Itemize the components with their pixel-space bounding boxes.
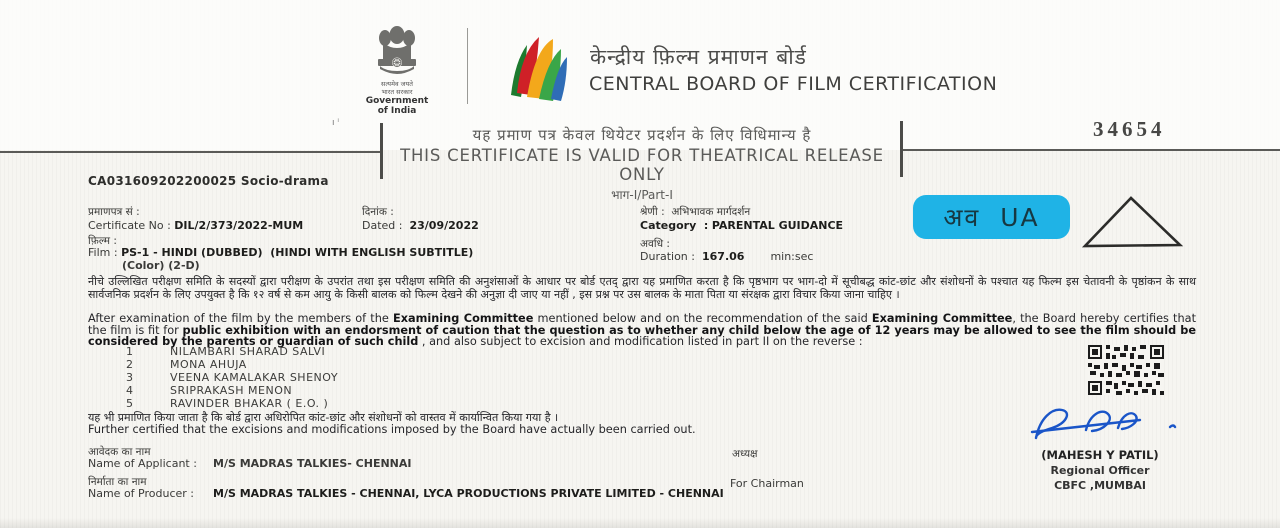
para-en-part1: After examination of the film by the members of the (88, 312, 393, 325)
producer-value: M/S MADRAS TALKIES - CHENNAI, LYCA PRODUCTIONS PRIVATE LIMITED - CHENNAI (213, 487, 724, 500)
para-en-part3: , the Board hereby certifies that the film is fit for (88, 312, 1196, 337)
para-en-bold1: Examining Committee (392, 312, 534, 325)
rating-text-hindi: अव (943, 203, 981, 232)
applicant-value: M/S MADRAS TALKIES- CHENNAI (213, 457, 412, 470)
duration-row (640, 250, 813, 263)
dated-value: 23/09/2022 (409, 219, 479, 232)
org-name-english: CENTRAL BOARD OF FILM CERTIFICATION (589, 73, 998, 95)
signature-ink (1022, 400, 1192, 448)
emblem-of-india (363, 25, 431, 116)
banner-rule-left (0, 151, 381, 153)
member-no: 2 (126, 358, 134, 371)
film-title-line1: PS-1 - HINDI (DUBBED) (HINDI WITH ENGLISH SUBTITLE) (121, 246, 474, 259)
producer-label: Name of Producer : (88, 487, 194, 500)
duration-unit: min:sec (770, 250, 814, 263)
certification-paragraph-english (88, 313, 1196, 348)
part-label: भाग-I/Part-I (611, 188, 673, 202)
officer-name: (MAHESH Y PATIL) (1041, 448, 1159, 462)
org-name-hindi: केन्द्रीय फ़िल्म प्रमाणन बोर्ड (590, 45, 807, 69)
applicant-label: Name of Applicant : (88, 457, 197, 470)
film-row (88, 246, 473, 259)
member-no: 1 (126, 345, 134, 358)
para-en-bold2: Examining Committee (871, 312, 1013, 325)
category-row (640, 219, 843, 232)
category-row-hindi (640, 205, 750, 219)
film-title-line2: (Color) (2-D) (122, 259, 200, 272)
duration-label-hindi: अवधि : (640, 238, 670, 250)
member-no: 4 (126, 384, 134, 397)
certification-paragraph-hindi: नीचे उल्लिखित परीक्षण समिति के सदस्यों द्वारा परीक्षण के उपरांत तथा इस परीक्षण समिति की अनुशंसाओं के आधार पर बोर्ड एतद् द्वारा यह प्रमाणित करता है कि पृष्ठभाग पर भाग-दो में सूचीबद्ध कांट-छांट और संशोधनों के पश्चात यह फिल्म इस चेतावनी के पृष्ठांकन के साथ सार्वजनिक प्रदर्शन के लिए उपयुक्त है कि १२ वर्ष से कम आयु के किसी बालक को फिल्म देखने की अनुज्ञा दी जाए या नहीं , इस प्रश्न पर उस बालक के माता पिता या संरक्षक द्वारा विचार किया जाना चाहिए । (88, 275, 1196, 301)
officer-title: Regional Officer (1050, 464, 1150, 477)
para-en-part4: , and also subject to excision and modification listed in part II on the reverse : (418, 335, 863, 349)
validity-banner (388, 125, 896, 203)
category-value: PARENTAL GUIDANCE (711, 219, 844, 232)
member-no: 5 (126, 397, 134, 410)
member-name: RAVINDER BHAKAR ( E.O. ) (170, 397, 329, 410)
certificate-id: CA031609202200025 Socio-drama (88, 174, 329, 188)
member-name: NILAMBARI SHARAD SALVI (170, 345, 326, 358)
member-name: MONA AHUJA (170, 358, 247, 371)
para-en-part2: mentioned below and on the recommendation of the said (533, 312, 872, 325)
film-label-hindi: फ़िल्म : (88, 235, 117, 247)
triangle-mark-icon (1078, 191, 1186, 251)
government-of-india-label: Government of India (365, 96, 429, 116)
officer-org: CBFC ,MUMBAI (1054, 479, 1146, 492)
category-label-hindi: श्रेणी : (640, 206, 665, 218)
chairman-label-hindi: अध्यक्ष (732, 448, 758, 460)
validity-banner-english: THIS CERTIFICATE IS VALID FOR THEATRICAL RELEASE ONLY (400, 146, 884, 184)
banner-rule-right (901, 149, 1280, 151)
header-divider (467, 28, 468, 104)
excision-note-english: Further certified that the excisions and modifications imposed by the Board have actually been carried out. (88, 423, 696, 436)
duration-value: 167.06 (701, 250, 745, 263)
ashoka-emblem-icon (363, 25, 431, 77)
film-label: Film : (88, 246, 118, 259)
banner-bracket-left (380, 123, 383, 179)
dated-label-hindi: दिनांक : (362, 206, 394, 218)
category-label: Category : (640, 219, 709, 232)
emblem-caption-bharat: भारत सरकार (381, 87, 413, 96)
excision-note-hindi: यह भी प्रमाणित किया जाता है कि बोर्ड द्वारा अधिरोपित कांट-छांट और संशोधनों को वास्तव में कार्यान्वित किया गया है । (88, 411, 559, 424)
duration-label: Duration : (640, 250, 695, 263)
category-value-hindi: अभिभावक मार्गदर्शन (671, 206, 751, 218)
cbfc-logo-icon (503, 33, 583, 105)
for-chairman-label: For Chairman (730, 477, 804, 490)
member-name: VEENA KAMALAKAR SHENOY (170, 371, 339, 384)
rating-text-english: UA (1000, 202, 1040, 232)
dated-row (362, 219, 479, 232)
certificate-no-label-hindi: प्रमाणपत्र सं : (88, 206, 140, 218)
serial-number: 34654 (1093, 117, 1166, 141)
stray-mark: ı ⁱ (332, 118, 339, 128)
member-no: 3 (126, 371, 134, 384)
applicant-label-hindi: आवेदक का नाम (88, 446, 151, 458)
banner-bracket-right (900, 121, 903, 177)
rating-badge-ua (913, 195, 1070, 239)
paper-bottom-shadow (0, 518, 1280, 528)
validity-banner-hindi: यह प्रमाण पत्र केवल थियेटर प्रदर्शन के लिए विधिमान्य है (472, 126, 812, 144)
certificate-no-value: DIL/2/373/2022-MUM (174, 219, 304, 232)
emblem-caption-satyameva: सत्यमेव जयते (381, 80, 413, 88)
qr-code (1088, 345, 1164, 395)
certificate-no-label: Certificate No : (88, 219, 171, 232)
producer-label-hindi: निर्माता का नाम (88, 476, 147, 488)
member-name: SRIPRAKASH MENON (170, 384, 293, 397)
para-en-bold3: public exhibition with an endorsment of caution that the question as to whether any child below the age of 12 years may be allowed to see the film should be considered by the parents or guardian of such child (88, 323, 1196, 349)
dated-label: Dated : (362, 219, 403, 232)
certificate-no-row (88, 219, 303, 232)
